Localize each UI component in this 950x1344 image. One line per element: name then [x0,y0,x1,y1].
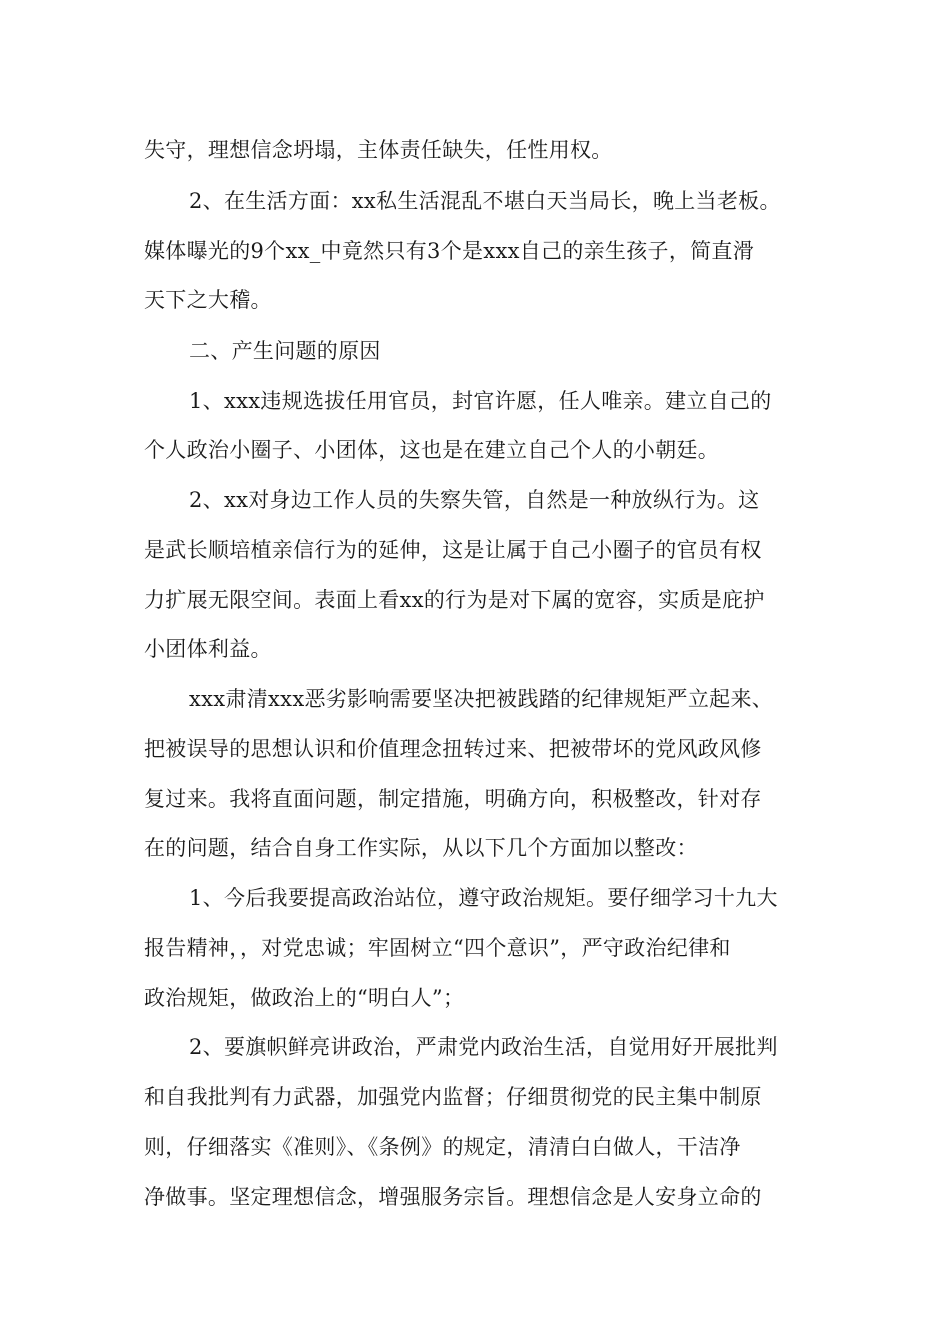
text-line: 媒体曝光的9个xx_中竟然只有3个是xxx自己的亲生孩子，简直滑 [144,239,755,263]
text-line: 则，仔细落实《准则》、《条例》的规定，清清白白做人，干洁净 [144,1135,741,1159]
text-line: 是武长顺培植亲信行为的延伸，这是让属于自己小圈子的官员有权 [144,538,762,562]
text-line: 报告精神，，对党忠诚；牢固树立“四个意识”，严守政治纪律和 [144,936,731,960]
text-line: 2、xx对身边工作人员的失察失管，自然是一种放纵行为。这 [189,488,760,512]
text-line: 复过来。我将直面问题，制定措施，明确方向，积极整改，针对存 [144,787,762,811]
text-line: 净做事。坚定理想信念，增强服务宗旨。理想信念是人安身立命的 [144,1185,762,1209]
text-line: 力扩展无限空间。表面上看xx的行为是对下属的宽容，实质是庇护 [144,588,765,612]
text-line: 2、在生活方面：xx私生活混乱不堪白天当局长，晚上当老板。 [189,189,781,213]
text-line: 失守，理想信念坍塌，主体责任缺失，任性用权。 [144,138,613,162]
text-line: 天下之大稽。 [144,288,272,312]
text-line: 个人政治小圈子、小团体，这也是在建立自己个人的小朝廷。 [144,438,720,462]
text-line: 和自我批判有力武器，加强党内监督；仔细贯彻党的民主集中制原 [144,1085,762,1109]
text-line: 1、xxx违规选拔任用官员，封官许愿，任人唯亲。建立自己的 [189,389,772,413]
text-line: 在的问题，结合自身工作实际，从以下几个方面加以整改： [144,836,698,860]
text-line: 1、今后我要提高政治站位，遵守政治规矩。要仔细学习十九大 [189,886,778,910]
text-line: xxx肃清xxx恶劣影响需要坚决把被践踏的纪律规矩严立起来、 [189,687,774,711]
text-line: 2、要旗帜鲜亮讲政治，严肃党内政治生活，自觉用好开展批判 [189,1035,778,1059]
text-line: 小团体利益。 [144,637,272,661]
text-line: 把被误导的思想认识和价值理念扭转过来、把被带坏的党风政风修 [144,737,762,761]
section-heading: 二、产生问题的原因 [189,339,381,363]
text-line: 政治规矩，做政治上的“明白人”； [144,986,465,1010]
